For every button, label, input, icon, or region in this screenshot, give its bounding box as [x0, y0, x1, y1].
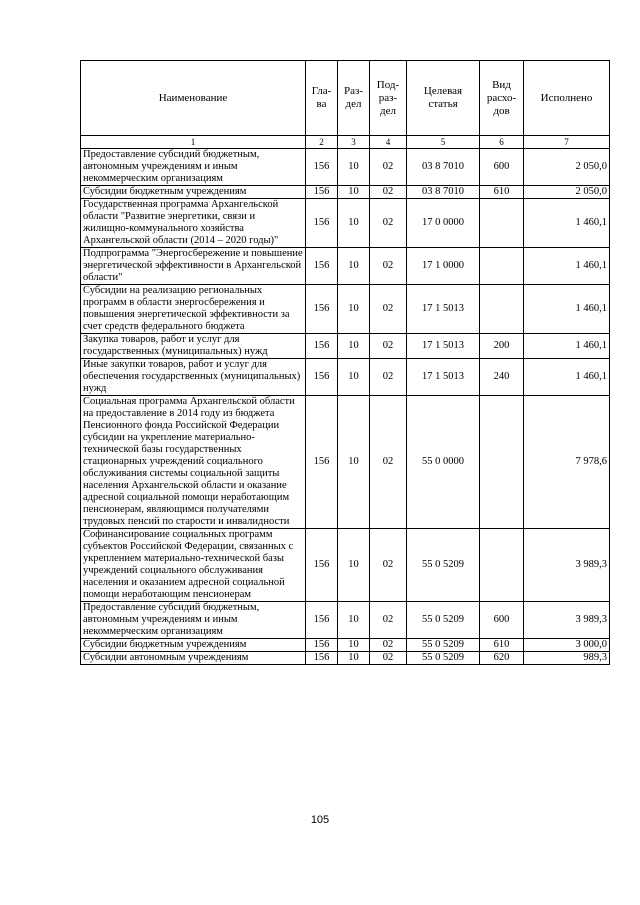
- column-number: 4: [370, 136, 407, 149]
- row-podrazdel: 02: [370, 359, 407, 396]
- row-razdel: 10: [338, 334, 370, 359]
- row-expense-type: [480, 396, 524, 529]
- row-razdel: 10: [338, 639, 370, 652]
- row-target-article: 55 0 5209: [407, 529, 480, 602]
- row-name: Субсидии бюджетным учреждениям: [81, 186, 306, 199]
- row-glava: 156: [306, 285, 338, 334]
- row-podrazdel: 02: [370, 602, 407, 639]
- table-row: [81, 639, 610, 652]
- header-cell: Наименование: [81, 61, 306, 136]
- row-glava: 156: [306, 652, 338, 665]
- row-glava: 156: [306, 529, 338, 602]
- header-cell: Целевая статья: [407, 61, 480, 136]
- column-number-row: [81, 136, 610, 149]
- header-cell: Раз- дел: [338, 61, 370, 136]
- table-row: [81, 359, 610, 396]
- row-expense-type: 240: [480, 359, 524, 396]
- row-target-article: 03 8 7010: [407, 149, 480, 186]
- row-name: Государственная программа Архангельской области "Развитие энергетики, связи и жилищно-коммунального хозяйства Архангельской области (2014 – 2020 годы)": [81, 199, 306, 248]
- row-podrazdel: 02: [370, 149, 407, 186]
- row-target-article: 55 0 5209: [407, 639, 480, 652]
- row-expense-type: 620: [480, 652, 524, 665]
- row-glava: 156: [306, 602, 338, 639]
- row-name: Предоставление субсидий бюджетным, автономным учреждениям и иным некоммерческим организациям: [81, 602, 306, 639]
- row-glava: 156: [306, 248, 338, 285]
- row-name: Подпрограмма "Энергосбережение и повышение энергетической эффективности в Архангельской области": [81, 248, 306, 285]
- header-row: [81, 61, 610, 136]
- row-target-article: 03 8 7010: [407, 186, 480, 199]
- row-expense-type: 200: [480, 334, 524, 359]
- row-podrazdel: 02: [370, 396, 407, 529]
- row-razdel: 10: [338, 199, 370, 248]
- row-glava: 156: [306, 149, 338, 186]
- row-razdel: 10: [338, 359, 370, 396]
- row-expense-type: [480, 199, 524, 248]
- row-podrazdel: 02: [370, 652, 407, 665]
- row-name: Закупка товаров, работ и услуг для государственных (муниципальных) нужд: [81, 334, 306, 359]
- table-row: [81, 199, 610, 248]
- row-executed-amount: 1 460,1: [524, 285, 610, 334]
- row-name: Предоставление субсидий бюджетным, автономным учреждениям и иным некоммерческим организациям: [81, 149, 306, 186]
- row-podrazdel: 02: [370, 186, 407, 199]
- row-target-article: 17 1 5013: [407, 285, 480, 334]
- row-expense-type: [480, 285, 524, 334]
- row-expense-type: [480, 529, 524, 602]
- row-razdel: 10: [338, 529, 370, 602]
- row-razdel: 10: [338, 149, 370, 186]
- row-razdel: 10: [338, 186, 370, 199]
- row-name: Субсидии бюджетным учреждениям: [81, 639, 306, 652]
- row-razdel: 10: [338, 602, 370, 639]
- row-target-article: 55 0 5209: [407, 602, 480, 639]
- row-razdel: 10: [338, 248, 370, 285]
- row-podrazdel: 02: [370, 248, 407, 285]
- row-glava: 156: [306, 396, 338, 529]
- row-podrazdel: 02: [370, 529, 407, 602]
- table-row: [81, 186, 610, 199]
- row-executed-amount: 1 460,1: [524, 199, 610, 248]
- column-number: 2: [306, 136, 338, 149]
- table-row: [81, 334, 610, 359]
- header-cell: Под- раз- дел: [370, 61, 407, 136]
- header-cell: Гла- ва: [306, 61, 338, 136]
- table-row: [81, 248, 610, 285]
- row-expense-type: 600: [480, 602, 524, 639]
- row-podrazdel: 02: [370, 285, 407, 334]
- row-executed-amount: 3 000,0: [524, 639, 610, 652]
- column-number: 3: [338, 136, 370, 149]
- table-row: [81, 285, 610, 334]
- row-target-article: 17 1 0000: [407, 248, 480, 285]
- row-executed-amount: 2 050,0: [524, 149, 610, 186]
- row-target-article: 55 0 0000: [407, 396, 480, 529]
- row-glava: 156: [306, 334, 338, 359]
- budget-table: [80, 60, 610, 665]
- row-podrazdel: 02: [370, 199, 407, 248]
- row-target-article: 55 0 5209: [407, 652, 480, 665]
- row-glava: 156: [306, 186, 338, 199]
- table-row: [81, 149, 610, 186]
- row-expense-type: 610: [480, 186, 524, 199]
- row-razdel: 10: [338, 285, 370, 334]
- row-glava: 156: [306, 639, 338, 652]
- row-expense-type: 610: [480, 639, 524, 652]
- header-cell: Исполнено: [524, 61, 610, 136]
- column-number: 7: [524, 136, 610, 149]
- row-name: Субсидии на реализацию региональных программ в области энергосбережения и повышения энергетической эффективности за счет средств федерального бюджета: [81, 285, 306, 334]
- row-expense-type: 600: [480, 149, 524, 186]
- row-name: Субсидии автономным учреждениям: [81, 652, 306, 665]
- row-podrazdel: 02: [370, 639, 407, 652]
- table-body: [81, 149, 610, 665]
- row-name: Иные закупки товаров, работ и услуг для обеспечения государственных (муниципальных) нужд: [81, 359, 306, 396]
- row-razdel: 10: [338, 396, 370, 529]
- row-target-article: 17 1 5013: [407, 334, 480, 359]
- row-executed-amount: 1 460,1: [524, 359, 610, 396]
- row-expense-type: [480, 248, 524, 285]
- row-executed-amount: 3 989,3: [524, 529, 610, 602]
- row-executed-amount: 2 050,0: [524, 186, 610, 199]
- header-cell: Вид расхо- дов: [480, 61, 524, 136]
- row-glava: 156: [306, 199, 338, 248]
- row-name: Социальная программа Архангельской области на предоставление в 2014 году из бюджета Пенсионного фонда Российской Федерации субсидии на укрепление материально-технической базы государственных стационарных учреждений социального обслуживания системы социальной защиты населения Архангельской области и оказание адресной социальной помощи неработающим пенсионерам, являющимся получателями трудовых пенсий по старости и инвалидности: [81, 396, 306, 529]
- table-row: [81, 529, 610, 602]
- table-row: [81, 652, 610, 665]
- row-executed-amount: 7 978,6: [524, 396, 610, 529]
- row-podrazdel: 02: [370, 334, 407, 359]
- row-target-article: 17 0 0000: [407, 199, 480, 248]
- row-glava: 156: [306, 359, 338, 396]
- row-target-article: 17 1 5013: [407, 359, 480, 396]
- table-row: [81, 602, 610, 639]
- row-razdel: 10: [338, 652, 370, 665]
- row-name: Софинансирование социальных программ субъектов Российской Федерации, связанных с укреплением материально-технической базы учреждений социального обслуживания населения и оказанием адресной социальной помощи неработающим пенсионерам: [81, 529, 306, 602]
- row-executed-amount: 3 989,3: [524, 602, 610, 639]
- row-executed-amount: 989,3: [524, 652, 610, 665]
- column-number: 1: [81, 136, 306, 149]
- row-executed-amount: 1 460,1: [524, 334, 610, 359]
- page-number: 105: [310, 814, 330, 826]
- column-number: 6: [480, 136, 524, 149]
- column-number: 5: [407, 136, 480, 149]
- table-row: [81, 396, 610, 529]
- row-executed-amount: 1 460,1: [524, 248, 610, 285]
